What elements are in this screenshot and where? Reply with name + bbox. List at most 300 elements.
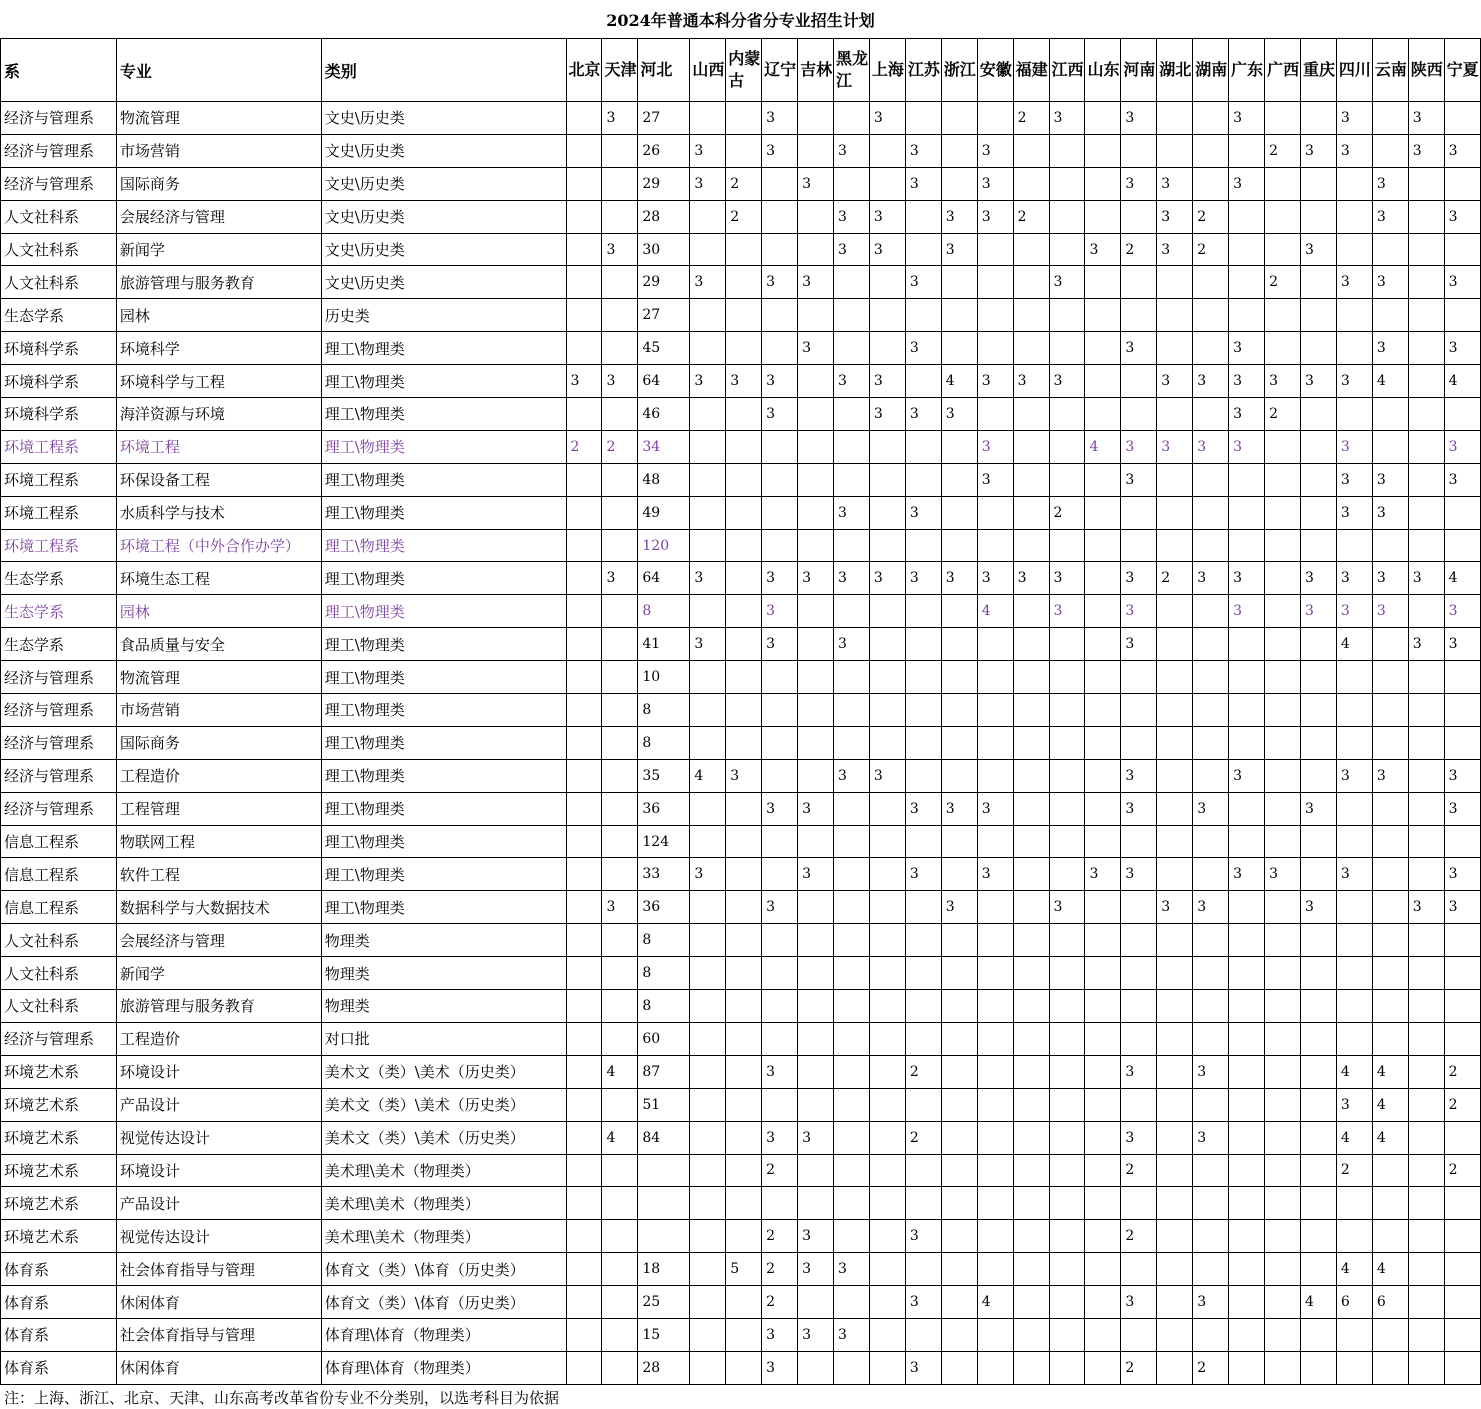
- quota-cell: 3: [977, 134, 1013, 167]
- quota-cell: [1265, 1022, 1301, 1055]
- quota-cell: [1265, 299, 1301, 332]
- quota-cell: [1193, 463, 1229, 496]
- category-cell: 理工\物理类: [321, 595, 566, 628]
- quota-cell: 3: [869, 398, 905, 431]
- quota-cell: 3: [905, 792, 941, 825]
- quota-cell: [1121, 266, 1157, 299]
- quota-cell: [1300, 266, 1336, 299]
- header-province: 湖南: [1193, 39, 1229, 102]
- header-province: 天津: [602, 39, 638, 102]
- quota-cell: [566, 529, 602, 562]
- quota-cell: 2: [1121, 1220, 1157, 1253]
- quota-cell: [977, 266, 1013, 299]
- quota-cell: [869, 858, 905, 891]
- quota-cell: [690, 398, 726, 431]
- quota-cell: 3: [1300, 233, 1336, 266]
- quota-cell: [1121, 200, 1157, 233]
- dept-cell: 经济与管理系: [1, 102, 117, 135]
- quota-cell: [566, 957, 602, 990]
- quota-cell: [1013, 332, 1049, 365]
- quota-cell: [941, 726, 977, 759]
- quota-cell: [1121, 990, 1157, 1023]
- quota-cell: 4: [1372, 365, 1408, 398]
- quota-cell: [1193, 102, 1229, 135]
- quota-cell: [726, 792, 762, 825]
- table-row: [1, 562, 1481, 595]
- major-cell: 会展经济与管理: [116, 924, 321, 957]
- quota-cell: [1085, 1220, 1121, 1253]
- quota-cell: [690, 430, 726, 463]
- quota-cell: [1336, 792, 1372, 825]
- category-cell: 理工\物理类: [321, 463, 566, 496]
- quota-cell: [977, 1220, 1013, 1253]
- quota-cell: 3: [762, 1121, 798, 1154]
- quota-cell: [869, 1351, 905, 1384]
- quota-cell: [726, 1088, 762, 1121]
- quota-cell: 2: [1336, 1154, 1372, 1187]
- quota-cell: [1300, 858, 1336, 891]
- quota-cell: 15: [638, 1318, 690, 1351]
- quota-cell: [1229, 1318, 1265, 1351]
- quota-cell: [1121, 694, 1157, 727]
- table-row: [1, 1154, 1481, 1187]
- quota-cell: 3: [1300, 792, 1336, 825]
- quota-cell: [1444, 694, 1480, 727]
- category-cell: 理工\物理类: [321, 529, 566, 562]
- quota-cell: [1013, 792, 1049, 825]
- quota-cell: [1408, 430, 1444, 463]
- quota-cell: 3: [1300, 134, 1336, 167]
- quota-cell: [1049, 924, 1085, 957]
- quota-cell: [690, 924, 726, 957]
- major-cell: 软件工程: [116, 858, 321, 891]
- quota-cell: [690, 891, 726, 924]
- quota-cell: 3: [1229, 430, 1265, 463]
- quota-cell: 3: [1336, 858, 1372, 891]
- quota-cell: 2: [762, 1286, 798, 1319]
- quota-cell: [726, 1286, 762, 1319]
- quota-cell: [941, 463, 977, 496]
- dept-cell: 人文社科系: [1, 924, 117, 957]
- quota-cell: 3: [977, 792, 1013, 825]
- quota-cell: [977, 990, 1013, 1023]
- quota-cell: [869, 266, 905, 299]
- quota-cell: 8: [638, 924, 690, 957]
- quota-cell: 3: [690, 167, 726, 200]
- quota-cell: 4: [1372, 1055, 1408, 1088]
- quota-cell: [1229, 1022, 1265, 1055]
- quota-cell: 3: [1444, 266, 1480, 299]
- quota-cell: [1157, 102, 1193, 135]
- quota-cell: 2: [602, 430, 638, 463]
- quota-cell: [1265, 1351, 1301, 1384]
- quota-cell: [1444, 1286, 1480, 1319]
- quota-cell: 3: [1229, 332, 1265, 365]
- quota-cell: [941, 1187, 977, 1220]
- quota-cell: [869, 1187, 905, 1220]
- quota-cell: [1408, 496, 1444, 529]
- quota-cell: [1193, 1022, 1229, 1055]
- quota-cell: [1229, 266, 1265, 299]
- quota-cell: [726, 299, 762, 332]
- quota-cell: [1085, 1351, 1121, 1384]
- quota-cell: [798, 529, 834, 562]
- quota-cell: 3: [1157, 233, 1193, 266]
- quota-cell: 3: [941, 891, 977, 924]
- header-province: 广东: [1229, 39, 1265, 102]
- quota-cell: [762, 200, 798, 233]
- quota-cell: [905, 299, 941, 332]
- major-cell: 国际商务: [116, 167, 321, 200]
- quota-cell: 3: [1444, 332, 1480, 365]
- quota-cell: 2: [762, 1154, 798, 1187]
- quota-cell: [1085, 332, 1121, 365]
- dept-cell: 环境工程系: [1, 496, 117, 529]
- quota-cell: 4: [1372, 1121, 1408, 1154]
- quota-cell: 3: [834, 496, 870, 529]
- dept-cell: 信息工程系: [1, 825, 117, 858]
- quota-cell: [1408, 332, 1444, 365]
- quota-cell: [602, 1351, 638, 1384]
- quota-cell: [690, 957, 726, 990]
- quota-cell: 8: [638, 595, 690, 628]
- quota-cell: 3: [1121, 858, 1157, 891]
- quota-cell: [1265, 792, 1301, 825]
- quota-cell: [566, 726, 602, 759]
- quota-cell: 3: [762, 628, 798, 661]
- quota-cell: [905, 1154, 941, 1187]
- quota-cell: 3: [1193, 1055, 1229, 1088]
- quota-cell: 3: [1265, 858, 1301, 891]
- quota-cell: [602, 1022, 638, 1055]
- quota-cell: [1193, 858, 1229, 891]
- quota-cell: [566, 1286, 602, 1319]
- quota-cell: [602, 628, 638, 661]
- quota-cell: [1085, 1022, 1121, 1055]
- quota-cell: [1049, 1055, 1085, 1088]
- quota-cell: 3: [602, 891, 638, 924]
- quota-cell: [1049, 430, 1085, 463]
- table-row: [1, 134, 1481, 167]
- quota-cell: [869, 134, 905, 167]
- quota-cell: [941, 595, 977, 628]
- quota-cell: [1013, 1022, 1049, 1055]
- category-cell: 理工\物理类: [321, 825, 566, 858]
- quota-cell: [602, 529, 638, 562]
- table-row: [1, 1351, 1481, 1384]
- quota-cell: 4: [1372, 1253, 1408, 1286]
- quota-cell: 34: [638, 430, 690, 463]
- quota-cell: [1193, 759, 1229, 792]
- quota-cell: [1049, 167, 1085, 200]
- quota-cell: 3: [869, 233, 905, 266]
- quota-cell: [941, 661, 977, 694]
- quota-cell: [690, 102, 726, 135]
- quota-cell: 3: [1444, 891, 1480, 924]
- major-cell: 社会体育指导与管理: [116, 1253, 321, 1286]
- major-cell: 休闲体育: [116, 1351, 321, 1384]
- quota-cell: [726, 1351, 762, 1384]
- quota-cell: [1372, 398, 1408, 431]
- quota-cell: [1157, 1318, 1193, 1351]
- quota-cell: [1300, 1022, 1336, 1055]
- quota-cell: 3: [1121, 562, 1157, 595]
- table-row: [1, 1318, 1481, 1351]
- quota-cell: [1193, 990, 1229, 1023]
- quota-cell: 3: [905, 134, 941, 167]
- quota-cell: 3: [1121, 595, 1157, 628]
- quota-cell: 3: [1229, 595, 1265, 628]
- category-cell: 文史\历史类: [321, 102, 566, 135]
- quota-cell: [1013, 924, 1049, 957]
- quota-cell: 2: [1265, 398, 1301, 431]
- table-row: [1, 1121, 1481, 1154]
- table-row: [1, 496, 1481, 529]
- quota-cell: [834, 102, 870, 135]
- quota-cell: [1193, 332, 1229, 365]
- dept-cell: 经济与管理系: [1, 792, 117, 825]
- major-cell: 产品设计: [116, 1088, 321, 1121]
- quota-cell: 3: [1121, 430, 1157, 463]
- quota-cell: [798, 200, 834, 233]
- quota-cell: [869, 628, 905, 661]
- quota-cell: [1013, 167, 1049, 200]
- quota-cell: [834, 924, 870, 957]
- quota-cell: 120: [638, 529, 690, 562]
- quota-cell: [1085, 1187, 1121, 1220]
- quota-cell: [1157, 990, 1193, 1023]
- quota-cell: [1229, 694, 1265, 727]
- quota-cell: [941, 1022, 977, 1055]
- quota-cell: 36: [638, 891, 690, 924]
- quota-cell: 3: [690, 134, 726, 167]
- quota-cell: 3: [905, 1220, 941, 1253]
- quota-cell: [1157, 134, 1193, 167]
- quota-cell: [1408, 924, 1444, 957]
- quota-cell: [726, 102, 762, 135]
- quota-cell: [1444, 1220, 1480, 1253]
- quota-cell: [1085, 1055, 1121, 1088]
- quota-cell: [1121, 134, 1157, 167]
- quota-cell: 3: [726, 365, 762, 398]
- quota-cell: 3: [798, 167, 834, 200]
- quota-cell: [1265, 957, 1301, 990]
- quota-cell: [1013, 463, 1049, 496]
- quota-cell: 4: [1085, 430, 1121, 463]
- table-row: [1, 792, 1481, 825]
- quota-cell: [1300, 1318, 1336, 1351]
- quota-cell: [1300, 200, 1336, 233]
- quota-cell: 4: [977, 595, 1013, 628]
- quota-cell: 3: [798, 562, 834, 595]
- quota-cell: [977, 891, 1013, 924]
- quota-cell: [1408, 200, 1444, 233]
- quota-cell: 2: [1193, 1351, 1229, 1384]
- quota-cell: 3: [690, 562, 726, 595]
- quota-cell: [834, 266, 870, 299]
- header-dept: 系: [1, 39, 117, 102]
- quota-cell: [905, 891, 941, 924]
- quota-cell: [977, 694, 1013, 727]
- dept-cell: 经济与管理系: [1, 134, 117, 167]
- quota-cell: [762, 661, 798, 694]
- quota-cell: [834, 1351, 870, 1384]
- quota-cell: 27: [638, 102, 690, 135]
- quota-cell: [602, 595, 638, 628]
- dept-cell: 环境艺术系: [1, 1088, 117, 1121]
- quota-cell: [905, 1253, 941, 1286]
- quota-cell: [869, 167, 905, 200]
- quota-cell: 3: [1229, 365, 1265, 398]
- quota-cell: 3: [1049, 891, 1085, 924]
- quota-cell: [798, 1286, 834, 1319]
- quota-cell: [602, 990, 638, 1023]
- quota-cell: [1372, 891, 1408, 924]
- quota-cell: [834, 825, 870, 858]
- quota-cell: 3: [1408, 891, 1444, 924]
- quota-cell: [798, 759, 834, 792]
- quota-cell: [1121, 726, 1157, 759]
- quota-cell: [798, 1088, 834, 1121]
- quota-cell: [977, 398, 1013, 431]
- quota-cell: [726, 595, 762, 628]
- quota-cell: 3: [1336, 595, 1372, 628]
- quota-cell: 3: [1372, 167, 1408, 200]
- quota-cell: 3: [798, 1121, 834, 1154]
- quota-cell: [602, 200, 638, 233]
- quota-cell: [1229, 924, 1265, 957]
- quota-cell: [762, 759, 798, 792]
- quota-cell: [690, 529, 726, 562]
- major-cell: 市场营销: [116, 134, 321, 167]
- quota-cell: [941, 1253, 977, 1286]
- quota-cell: [1049, 759, 1085, 792]
- quota-cell: [1229, 990, 1265, 1023]
- quota-cell: [1157, 1088, 1193, 1121]
- quota-cell: 26: [638, 134, 690, 167]
- quota-cell: [1229, 1253, 1265, 1286]
- quota-cell: [762, 957, 798, 990]
- quota-cell: [798, 1055, 834, 1088]
- quota-cell: [1300, 332, 1336, 365]
- quota-cell: 4: [941, 365, 977, 398]
- quota-cell: 2: [1157, 562, 1193, 595]
- dept-cell: 生态学系: [1, 628, 117, 661]
- quota-cell: [1372, 1187, 1408, 1220]
- quota-cell: 2: [905, 1121, 941, 1154]
- header-major: 专业: [116, 39, 321, 102]
- major-cell: 工程造价: [116, 759, 321, 792]
- quota-cell: [905, 1187, 941, 1220]
- quota-cell: [869, 1121, 905, 1154]
- quota-cell: [1157, 595, 1193, 628]
- quota-cell: 3: [762, 562, 798, 595]
- quota-cell: [869, 299, 905, 332]
- dept-cell: 环境科学系: [1, 332, 117, 365]
- quota-cell: [798, 1022, 834, 1055]
- dept-cell: 经济与管理系: [1, 1022, 117, 1055]
- quota-cell: [1408, 726, 1444, 759]
- quota-cell: 3: [1372, 595, 1408, 628]
- quota-cell: [834, 1055, 870, 1088]
- quota-cell: 3: [762, 365, 798, 398]
- quota-cell: 3: [762, 102, 798, 135]
- quota-cell: 35: [638, 759, 690, 792]
- table-row: [1, 1055, 1481, 1088]
- quota-cell: 4: [1336, 1121, 1372, 1154]
- quota-cell: [1372, 628, 1408, 661]
- quota-cell: [1300, 825, 1336, 858]
- table-row: [1, 365, 1481, 398]
- quota-cell: [1444, 1121, 1480, 1154]
- quota-cell: 3: [762, 792, 798, 825]
- quota-cell: [726, 1121, 762, 1154]
- quota-cell: [602, 825, 638, 858]
- quota-cell: 3: [762, 134, 798, 167]
- quota-cell: [1408, 792, 1444, 825]
- header-province: 黑龙江: [834, 39, 870, 102]
- quota-cell: [1085, 1286, 1121, 1319]
- quota-cell: [941, 990, 977, 1023]
- quota-cell: [1229, 1351, 1265, 1384]
- table-row: [1, 463, 1481, 496]
- quota-cell: [1193, 1253, 1229, 1286]
- quota-cell: [1085, 1318, 1121, 1351]
- dept-cell: 经济与管理系: [1, 759, 117, 792]
- quota-cell: [1049, 628, 1085, 661]
- quota-cell: 3: [941, 792, 977, 825]
- quota-cell: [941, 924, 977, 957]
- quota-cell: [1372, 694, 1408, 727]
- quota-cell: [941, 957, 977, 990]
- major-cell: 海洋资源与环境: [116, 398, 321, 431]
- quota-cell: [798, 430, 834, 463]
- quota-cell: [1121, 1318, 1157, 1351]
- quota-cell: [1049, 134, 1085, 167]
- quota-cell: [834, 529, 870, 562]
- quota-cell: [1336, 1220, 1372, 1253]
- quota-cell: [1013, 1286, 1049, 1319]
- table-row: [1, 1220, 1481, 1253]
- quota-cell: [1049, 957, 1085, 990]
- quota-cell: 3: [1229, 167, 1265, 200]
- quota-cell: [1121, 825, 1157, 858]
- quota-cell: [1157, 463, 1193, 496]
- quota-cell: 3: [762, 266, 798, 299]
- quota-cell: [1265, 891, 1301, 924]
- quota-cell: 3: [1336, 102, 1372, 135]
- quota-cell: [1336, 957, 1372, 990]
- quota-cell: [1157, 726, 1193, 759]
- major-cell: 会展经济与管理: [116, 200, 321, 233]
- quota-cell: [1444, 726, 1480, 759]
- quota-cell: [834, 1121, 870, 1154]
- quota-cell: [1408, 694, 1444, 727]
- quota-cell: [726, 430, 762, 463]
- quota-cell: [798, 628, 834, 661]
- quota-cell: [869, 1022, 905, 1055]
- quota-cell: 3: [1049, 595, 1085, 628]
- quota-cell: [1013, 726, 1049, 759]
- table-row: [1, 825, 1481, 858]
- quota-cell: [798, 825, 834, 858]
- footnote: 注：上海、浙江、北京、天津、山东高考改革省份专业不分类别，以选考科目为依据: [4, 1389, 560, 1407]
- quota-cell: [566, 1187, 602, 1220]
- quota-cell: [1085, 102, 1121, 135]
- quota-cell: [941, 529, 977, 562]
- quota-cell: [602, 398, 638, 431]
- quota-cell: [941, 694, 977, 727]
